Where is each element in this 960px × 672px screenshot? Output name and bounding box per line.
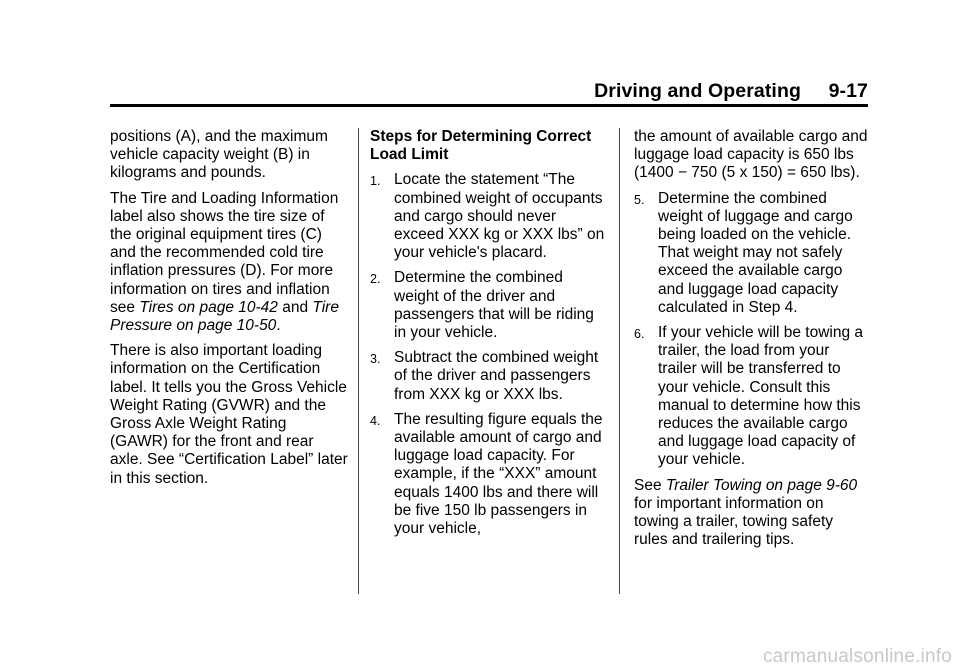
column-divider [619, 128, 620, 594]
section-title: Driving and Operating [594, 80, 801, 102]
step-text: Determine the combined weight of luggage and cargo being loaded on the vehicle. That weight may not safely exceed the available cargo and luggage load capacity calculated in Step 4. [658, 189, 853, 316]
steps-heading: Steps for Determining Correct Load Limit [370, 128, 592, 164]
paragraph-see-trailer [634, 477, 870, 550]
text-span: . [276, 317, 281, 335]
link-trailer-towing[interactable]: Trailer Towing on page 9-60 [665, 476, 858, 494]
link-tires[interactable]: Tires on page 10-42 [139, 298, 278, 316]
list-item [370, 171, 606, 262]
step-number: 1. [370, 174, 381, 189]
step-number: 4. [370, 413, 381, 428]
column-2 [370, 128, 606, 545]
column-1 [110, 128, 348, 495]
list-item [370, 411, 606, 538]
header-rule [110, 104, 868, 107]
step-text: Subtract the combined weight of the driver and passengers from XXX kg or XXX lbs. [394, 349, 599, 403]
step-number: 2. [370, 272, 381, 287]
list-item [370, 269, 606, 342]
step-text: The resulting figure equals the available amount of cargo and luggage load capacity. For example, if the “XXX” amount equals 1400 lbs and there will be five 150 lb passengers in your vehicle, [394, 410, 603, 538]
step-text: Determine the combined weight of the driver and passengers that will be riding in your vehicle. [394, 269, 594, 342]
list-item [634, 324, 870, 470]
text-span: and [277, 298, 313, 316]
step-text: Locate the statement “The combined weight of occupants and cargo should never exceed XXX kg or XXX lbs” on your vehicle's placard. [394, 171, 605, 262]
header-title [594, 80, 868, 103]
page-number: 9-17 [828, 80, 868, 102]
paragraph-tire-label [110, 190, 348, 336]
step-number: 5. [634, 192, 645, 207]
paragraph-positions: positions (A), and the maximum vehicle capacity weight (B) in kilograms and pounds. [110, 128, 328, 182]
step-4-continued: the amount of available cargo and luggage load capacity is 650 lbs (1400 − 750 (5 x 150) = 650 lbs). [634, 128, 868, 182]
step-number: 6. [634, 327, 645, 342]
step-number: 3. [370, 352, 381, 367]
text-span: for important information on towing a trailer, towing safety rules and trailering tips. [634, 494, 834, 549]
column-divider [358, 128, 359, 594]
watermark: carmanualsonline.info [762, 646, 952, 667]
column-3 [634, 128, 870, 556]
text-span: See [634, 476, 666, 494]
link-tire-pressure[interactable]: Tire Pressure on page 10-50 [110, 298, 339, 335]
page-header [110, 80, 868, 106]
list-item [370, 349, 606, 404]
text-span: The Tire and Loading Information label also shows the tire size of the original equipment tires (C) and the recommended cold tire inflation pressures (D). For more information on tires and inflation see [110, 189, 339, 316]
list-item [634, 190, 870, 317]
step-text: If your vehicle will be towing a trailer, the load from your trailer will be transferred to your vehicle. Consult this manual to determine how this reduces the available cargo and luggage load capacity of your vehicle. [658, 324, 864, 469]
paragraph-certification: There is also important loading information on the Certification label. It tells you the Gross Vehicle Weight Rating (GVWR) and the Gross Axle Weight Rating (GAWR) for the front and rear axle. See “Certification Label” later in this section. [110, 342, 348, 487]
